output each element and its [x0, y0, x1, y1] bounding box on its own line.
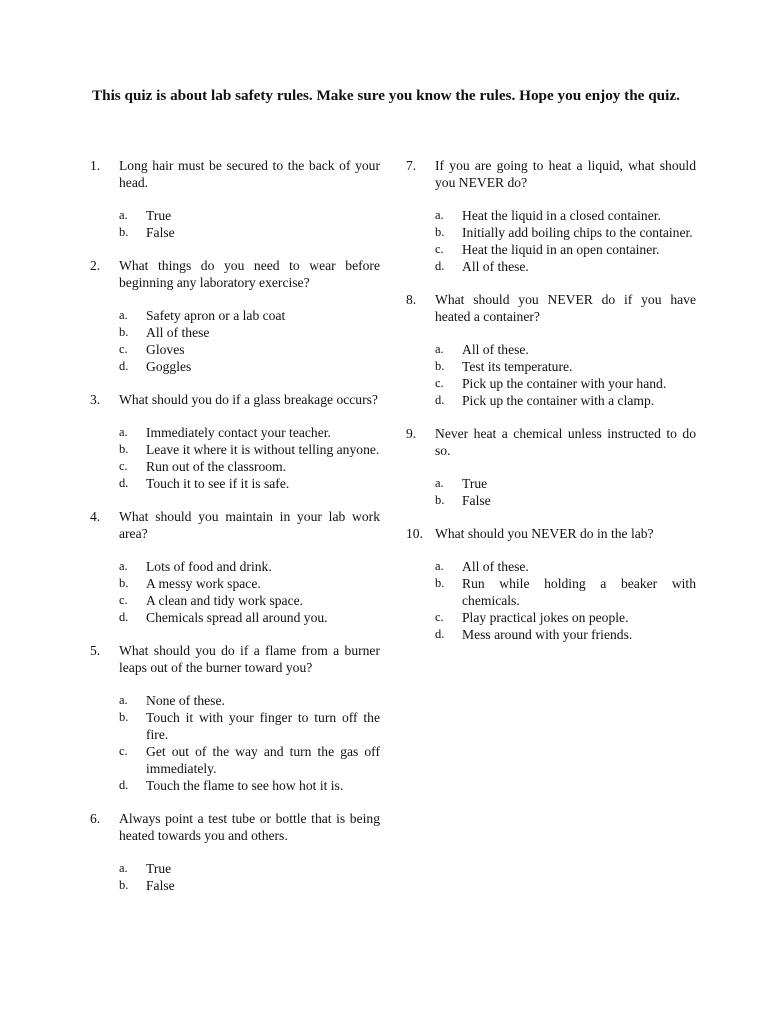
option-letter: c.	[119, 744, 128, 758]
option-letter: d.	[119, 610, 129, 624]
option-text: None of these.	[146, 693, 225, 708]
question-10	[406, 525, 696, 643]
option-letter: a.	[119, 308, 128, 322]
option-text: False	[462, 493, 491, 508]
answer-option[interactable]	[90, 860, 380, 877]
question-number: 2.	[90, 258, 101, 273]
answer-option[interactable]	[90, 475, 380, 492]
answer-option[interactable]	[406, 626, 696, 643]
answer-option[interactable]	[406, 375, 696, 392]
question-10-head	[406, 525, 696, 542]
option-letter: b.	[435, 576, 445, 590]
question-5-head	[90, 642, 380, 676]
answer-option[interactable]	[90, 877, 380, 894]
option-text: False	[146, 878, 175, 893]
answer-option[interactable]	[90, 777, 380, 794]
question-number: 7.	[406, 158, 417, 173]
option-letter: d.	[435, 393, 445, 407]
question-number: 3.	[90, 392, 101, 407]
option-letter: b.	[119, 442, 129, 456]
option-letter: a.	[119, 559, 128, 573]
option-text: Lots of food and drink.	[146, 559, 272, 574]
answer-option[interactable]	[90, 609, 380, 626]
option-text: Pick up the container with a clamp.	[462, 393, 655, 408]
option-letter: a.	[435, 342, 444, 356]
question-text: Never heat a chemical unless instructed to do so.	[435, 426, 696, 458]
question-text: What should you maintain in your lab work area?	[119, 509, 380, 541]
question-number: 10.	[406, 526, 423, 541]
option-letter: b.	[435, 225, 445, 239]
question-9-head	[406, 425, 696, 459]
answer-option[interactable]	[90, 207, 380, 224]
question-number: 6.	[90, 811, 101, 826]
option-text: Heat the liquid in an open container.	[462, 242, 660, 257]
option-letter: d.	[119, 359, 129, 373]
question-6-head	[90, 810, 380, 844]
question-column-right	[406, 157, 696, 643]
option-letter: d.	[435, 627, 445, 641]
option-letter: b.	[119, 225, 129, 239]
answer-option[interactable]	[90, 307, 380, 324]
answer-option[interactable]	[90, 575, 380, 592]
option-letter: a.	[119, 425, 128, 439]
option-text: Touch it with your finger to turn off the fire.	[146, 710, 380, 742]
answer-option[interactable]	[406, 341, 696, 358]
option-letter: b.	[435, 359, 445, 373]
answer-options	[90, 860, 380, 894]
answer-option[interactable]	[406, 392, 696, 409]
option-letter: b.	[435, 493, 445, 507]
answer-option[interactable]	[90, 324, 380, 341]
option-text: Mess around with your friends.	[462, 627, 633, 642]
answer-option[interactable]	[90, 424, 380, 441]
question-number: 9.	[406, 426, 417, 441]
option-text: Touch it to see if it is safe.	[146, 476, 290, 491]
answer-option[interactable]	[90, 341, 380, 358]
question-7-head	[406, 157, 696, 191]
option-text: All of these.	[462, 559, 529, 574]
option-text: Run while holding a beaker with chemicals.	[462, 576, 696, 608]
option-letter: a.	[435, 208, 444, 222]
question-number: 1.	[90, 158, 101, 173]
option-letter: a.	[435, 476, 444, 490]
question-text: What should you NEVER do if you have heated a container?	[435, 292, 696, 324]
question-2	[90, 257, 380, 375]
option-text: Touch the flame to see how hot it is.	[146, 778, 344, 793]
answer-options	[406, 207, 696, 275]
option-text: All of these	[146, 325, 210, 340]
question-3-head	[90, 391, 380, 408]
question-5	[90, 642, 380, 794]
question-text: What should you do if a flame from a burner leaps out of the burner toward you?	[119, 643, 380, 675]
option-letter: c.	[119, 342, 128, 356]
answer-options	[90, 558, 380, 626]
quiz-intro: This quiz is about lab safety rules. Make sure you know the rules. Hope you enjoy the quiz.	[92, 87, 680, 104]
option-text: Gloves	[146, 342, 185, 357]
option-text: Initially add boiling chips to the container.	[462, 225, 693, 240]
option-letter: d.	[119, 778, 129, 792]
option-letter: b.	[119, 576, 129, 590]
option-text: All of these.	[462, 342, 529, 357]
answer-option[interactable]	[406, 224, 696, 241]
answer-options	[406, 475, 696, 509]
answer-options	[406, 558, 696, 643]
option-letter: c.	[435, 610, 444, 624]
question-4-head	[90, 508, 380, 542]
option-letter: d.	[119, 476, 129, 490]
option-text: Immediately contact your teacher.	[146, 425, 331, 440]
question-text: What should you NEVER do in the lab?	[435, 526, 654, 541]
option-text: Play practical jokes on people.	[462, 610, 629, 625]
option-text: A messy work space.	[146, 576, 261, 591]
question-4	[90, 508, 380, 626]
question-9	[406, 425, 696, 509]
question-number: 8.	[406, 292, 417, 307]
answer-option[interactable]	[90, 458, 380, 475]
question-7	[406, 157, 696, 275]
answer-option[interactable]	[406, 609, 696, 626]
option-letter: b.	[119, 878, 129, 892]
option-text: Get out of the way and turn the gas off immediately.	[146, 744, 380, 776]
question-8	[406, 291, 696, 409]
question-1	[90, 157, 380, 241]
option-text: True	[462, 476, 488, 491]
option-text: All of these.	[462, 259, 529, 274]
answer-options	[90, 692, 380, 794]
option-letter: c.	[119, 459, 128, 473]
answer-option[interactable]	[90, 743, 380, 777]
question-number: 5.	[90, 643, 101, 658]
question-number: 4.	[90, 509, 101, 524]
option-text: Goggles	[146, 359, 192, 374]
answer-options	[406, 341, 696, 409]
answer-option[interactable]	[90, 358, 380, 375]
answer-options	[90, 207, 380, 241]
option-text: Pick up the container with your hand.	[462, 376, 667, 391]
answer-option[interactable]	[406, 241, 696, 258]
answer-option[interactable]	[406, 475, 696, 492]
option-text: Safety apron or a lab coat	[146, 308, 286, 323]
answer-option[interactable]	[90, 558, 380, 575]
answer-option[interactable]	[406, 358, 696, 375]
option-text: True	[146, 208, 172, 223]
answer-option[interactable]	[406, 575, 696, 609]
option-letter: a.	[435, 559, 444, 573]
option-text: Run out of the classroom.	[146, 459, 287, 474]
answer-option[interactable]	[90, 224, 380, 241]
option-text: A clean and tidy work space.	[146, 593, 304, 608]
answer-options	[90, 424, 380, 492]
option-text: Leave it where it is without telling anyone.	[146, 442, 380, 457]
answer-option[interactable]	[90, 592, 380, 609]
answer-option[interactable]	[406, 558, 696, 575]
question-text: What should you do if a glass breakage occurs?	[119, 392, 378, 407]
answer-options	[90, 307, 380, 375]
option-text: Test its temperature.	[462, 359, 573, 374]
option-letter: a.	[119, 861, 128, 875]
question-text: If you are going to heat a liquid, what should you NEVER do?	[435, 158, 696, 190]
question-6	[90, 810, 380, 894]
question-column-left	[90, 157, 380, 894]
question-3	[90, 391, 380, 492]
answer-option[interactable]	[90, 441, 380, 458]
question-1-head	[90, 157, 380, 191]
option-text: Heat the liquid in a closed container.	[462, 208, 661, 223]
answer-option[interactable]	[90, 692, 380, 709]
answer-option[interactable]	[406, 492, 696, 509]
option-letter: b.	[119, 710, 129, 724]
option-text: False	[146, 225, 175, 240]
question-text: Always point a test tube or bottle that is being heated towards you and others.	[119, 811, 380, 843]
answer-option[interactable]	[406, 258, 696, 275]
answer-option[interactable]	[406, 207, 696, 224]
answer-option[interactable]	[90, 709, 380, 743]
option-text: True	[146, 861, 172, 876]
question-2-head	[90, 257, 380, 291]
question-text: What things do you need to wear before beginning any laboratory exercise?	[119, 258, 380, 290]
option-letter: a.	[119, 208, 128, 222]
option-letter: b.	[119, 325, 129, 339]
option-letter: c.	[435, 376, 444, 390]
option-letter: c.	[435, 242, 444, 256]
question-text: Long hair must be secured to the back of your head.	[119, 158, 380, 190]
option-letter: a.	[119, 693, 128, 707]
question-8-head	[406, 291, 696, 325]
option-text: Chemicals spread all around you.	[146, 610, 328, 625]
option-letter: c.	[119, 593, 128, 607]
option-letter: d.	[435, 259, 445, 273]
